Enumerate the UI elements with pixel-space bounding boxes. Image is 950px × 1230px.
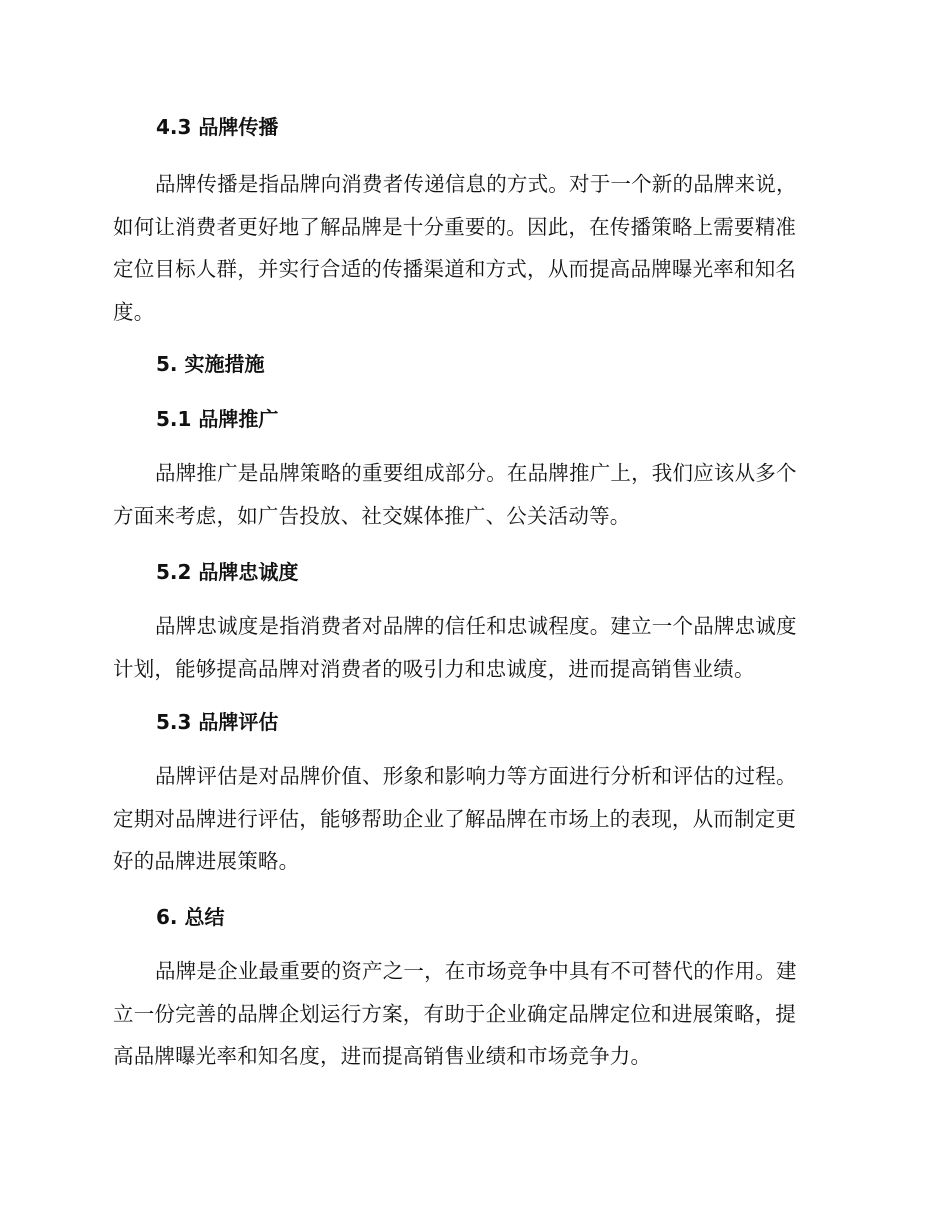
paragraph-line: 计划，能够提高品牌对消费者的吸引力和忠诚度，进而提高销售业绩。: [113, 656, 755, 681]
paragraph-brand-evaluation: [113, 755, 833, 883]
section-heading-4-3: 4.3 品牌传播: [156, 115, 279, 139]
paragraph-line: 好的品牌进展策略。: [113, 849, 300, 873]
paragraph-line: 方面来考虑，如广告投放、社交媒体推广、公关活动等。: [113, 503, 631, 528]
paragraph-line: 品牌推广是品牌策略的重要组成部分。在品牌推广上，我们应该从多个: [155, 461, 797, 485]
paragraph-line: 品牌评估是对品牌价值、形象和影响力等方面进行分析和评估的过程。: [155, 764, 797, 788]
paragraph-brand-promotion: [113, 452, 833, 537]
paragraph-line: 度。: [113, 299, 155, 324]
paragraph-brand-communication: [113, 163, 833, 333]
section-heading-6: 6. 总结: [156, 905, 225, 929]
section-heading-5: 5. 实施措施: [156, 352, 265, 376]
paragraph-line: 立一份完善的品牌企划运行方案，有助于企业确定品牌定位和进展策略，提: [113, 1001, 797, 1026]
paragraph-line: 如何让消费者更好地了解品牌是十分重要的。因此，在传播策略上需要精准: [113, 214, 797, 239]
paragraph-line: 品牌是企业最重要的资产之一，在市场竞争中具有不可替代的作用。建: [155, 959, 797, 983]
section-heading-5-3: 5.3 品牌评估: [156, 710, 279, 734]
paragraph-line: 定期对品牌进行评估，能够帮助企业了解品牌在市场上的表现，从而制定更: [113, 806, 797, 831]
paragraph-summary: [113, 950, 833, 1078]
paragraph-line: 品牌传播是指品牌向消费者传递信息的方式。对于一个新的品牌来说，: [155, 172, 797, 196]
paragraph-line: 品牌忠诚度是指消费者对品牌的信任和忠诚程度。建立一个品牌忠诚度: [155, 614, 797, 638]
section-heading-5-1: 5.1 品牌推广: [156, 407, 279, 431]
section-heading-5-2: 5.2 品牌忠诚度: [156, 560, 299, 584]
paragraph-brand-loyalty: [113, 605, 833, 690]
paragraph-line: 高品牌曝光率和知名度，进而提高销售业绩和市场竞争力。: [113, 1044, 652, 1068]
paragraph-line: 定位目标人群，并实行合适的传播渠道和方式，从而提高品牌曝光率和知名: [113, 257, 797, 281]
